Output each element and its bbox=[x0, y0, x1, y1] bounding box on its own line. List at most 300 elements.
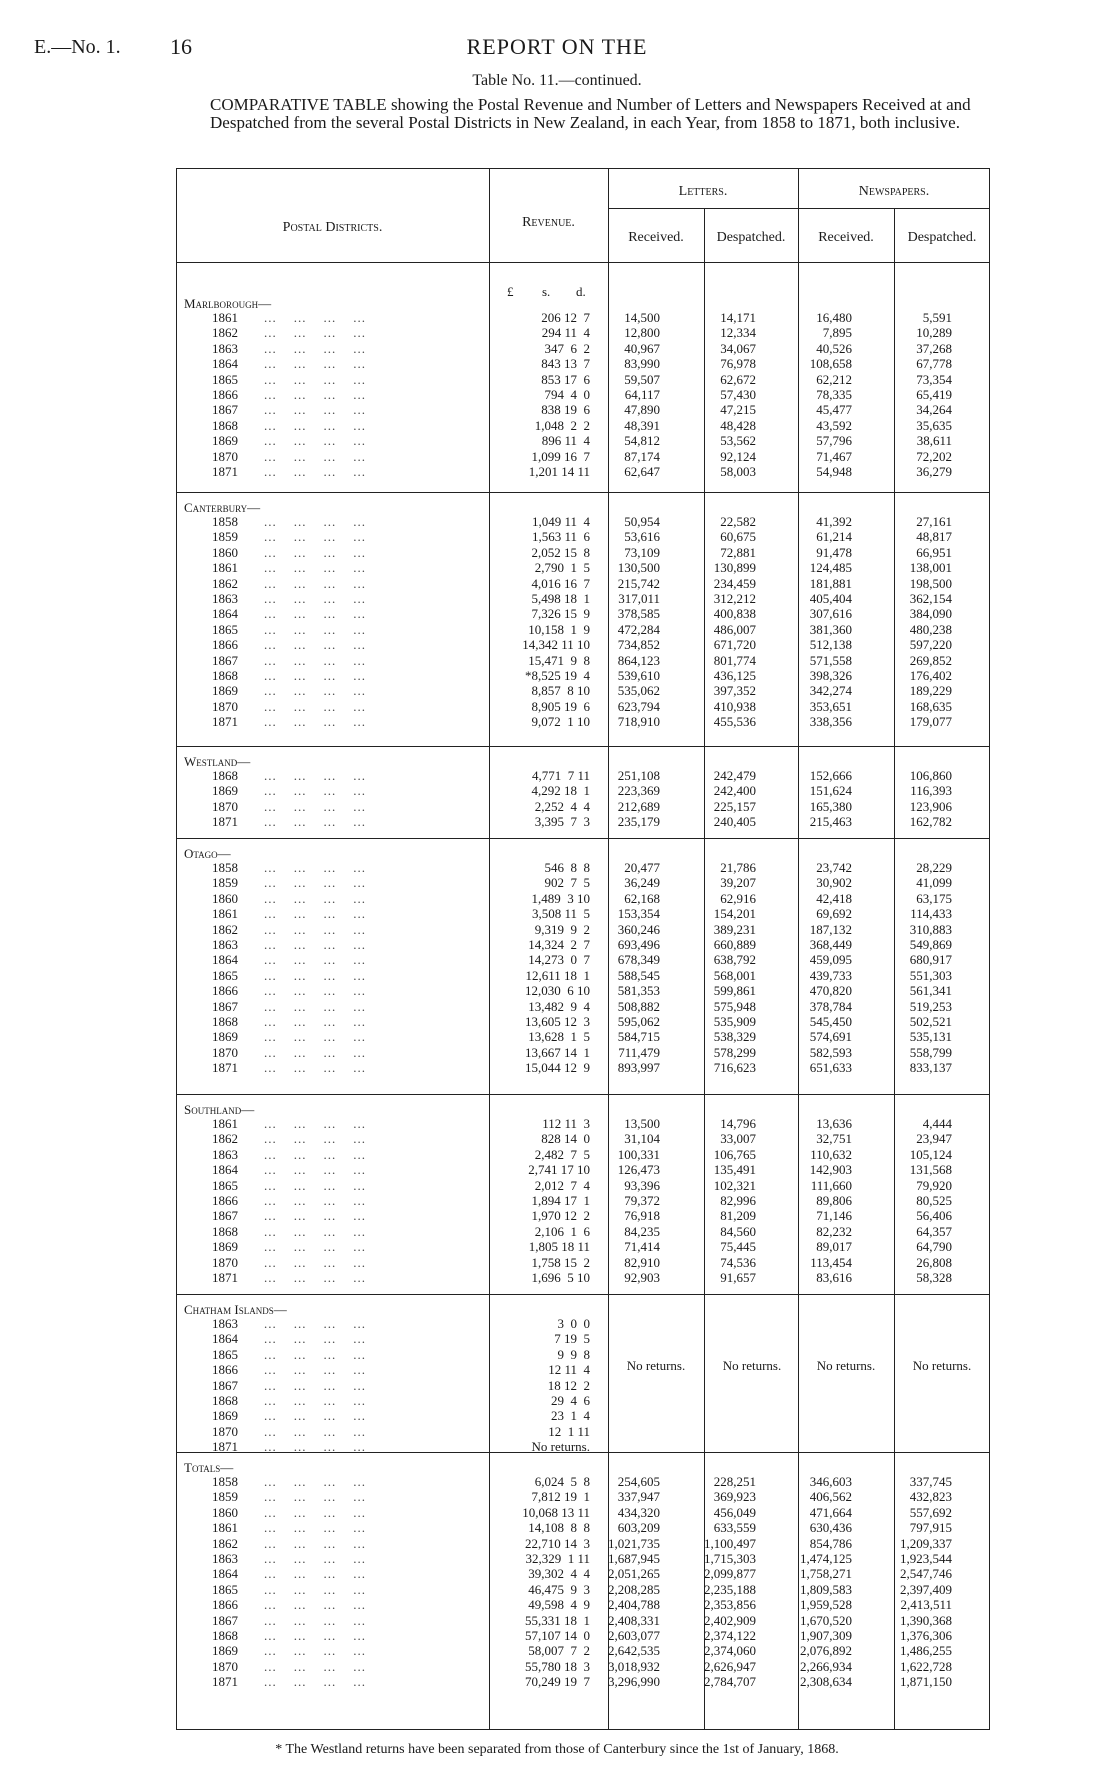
unit-pence: d. bbox=[576, 284, 586, 299]
year-cell: 1869 bbox=[212, 1029, 238, 1045]
section-label: Marlborough— bbox=[184, 296, 272, 311]
letters-received-cell: 215,742 bbox=[617, 575, 660, 591]
revenue-cell: 13,667 14 1 bbox=[525, 1044, 590, 1060]
revenue-cell: 14,342 11 10 bbox=[522, 637, 590, 653]
leader-dots: ... ... ... ... bbox=[264, 768, 366, 783]
leader-dots: ... ... ... ... bbox=[264, 1146, 366, 1162]
newspapers-despatched-cell: 1,923,544 bbox=[900, 1551, 952, 1566]
letters-received-cell: 2,642,535 bbox=[608, 1643, 660, 1659]
newspapers-despatched-cell: 1,871,150 bbox=[900, 1674, 952, 1690]
revenue-cell: 1,049 11 4 bbox=[531, 514, 590, 529]
year-cell: 1865 bbox=[212, 371, 238, 387]
letters-received-cell: 2,408,331 bbox=[608, 1612, 660, 1628]
year-cell: 1863 bbox=[212, 937, 238, 952]
letters-received-cell: 2,603,077 bbox=[608, 1628, 660, 1643]
newspapers-received-cell: 165,380 bbox=[809, 798, 852, 814]
section-label: Westland— bbox=[184, 754, 251, 769]
leader-dots: ... ... ... ... bbox=[264, 1377, 366, 1393]
letters-despatched-cell: 135,491 bbox=[713, 1162, 756, 1178]
leader-dots: ... ... ... ... bbox=[264, 1423, 366, 1439]
year-cell: 1866 bbox=[212, 1597, 238, 1613]
revenue-cell: 14,108 8 8 bbox=[528, 1520, 590, 1536]
year-cell: 1866 bbox=[212, 387, 238, 402]
letters-despatched-cell: 400,838 bbox=[713, 606, 756, 622]
leader-dots: ... ... ... ... bbox=[264, 1331, 366, 1347]
letters-despatched-cell: 58,003 bbox=[720, 464, 756, 479]
year-cell: 1861 bbox=[212, 560, 238, 576]
letters-despatched-cell: 92,124 bbox=[720, 448, 756, 464]
revenue-cell: 3,508 11 5 bbox=[531, 906, 590, 922]
revenue-cell: 15,044 12 9 bbox=[525, 1060, 590, 1076]
newspapers-received-cell: 406,562 bbox=[809, 1489, 852, 1505]
newspapers-received-cell: 2,076,892 bbox=[800, 1643, 852, 1659]
table-row bbox=[176, 1162, 990, 1177]
year-cell: 1865 bbox=[212, 1346, 238, 1362]
revenue-cell: 7 19 5 bbox=[554, 1331, 590, 1347]
table-row bbox=[176, 1520, 990, 1535]
section-rule bbox=[176, 1094, 990, 1095]
table-row bbox=[176, 875, 990, 890]
year-cell: 1862 bbox=[212, 921, 238, 937]
leader-dots: ... ... ... ... bbox=[264, 1060, 366, 1076]
revenue-cell: 1,048 2 2 bbox=[534, 417, 590, 433]
newspapers-despatched-cell: 64,790 bbox=[916, 1239, 952, 1255]
leader-dots: ... ... ... ... bbox=[264, 310, 366, 325]
letters-despatched-cell: 225,157 bbox=[713, 798, 756, 814]
letters-despatched-cell: 242,479 bbox=[713, 768, 756, 783]
letters-received-cell: 1,687,945 bbox=[608, 1551, 660, 1566]
newspapers-received-cell: 7,895 bbox=[822, 325, 852, 341]
newspapers-received-cell: 151,624 bbox=[809, 783, 852, 799]
table-row bbox=[176, 591, 990, 606]
letters-despatched-cell: 369,923 bbox=[713, 1489, 756, 1505]
newspapers-despatched-cell: 535,131 bbox=[909, 1029, 952, 1045]
table-row bbox=[176, 1424, 990, 1439]
leader-dots: ... ... ... ... bbox=[264, 340, 366, 356]
table-row bbox=[176, 1208, 990, 1223]
year-cell: 1869 bbox=[212, 783, 238, 799]
letters-received-cell: 83,990 bbox=[624, 356, 660, 372]
table-row bbox=[176, 1659, 990, 1674]
revenue-cell: 12,611 18 1 bbox=[525, 967, 590, 983]
leader-dots: ... ... ... ... bbox=[264, 983, 366, 999]
newspapers-received-cell: 110,632 bbox=[810, 1146, 852, 1162]
year-cell: 1871 bbox=[212, 1270, 238, 1285]
newspapers-despatched-cell: 833,137 bbox=[909, 1060, 952, 1076]
table-row bbox=[176, 1393, 990, 1408]
letters-received-cell: 711,479 bbox=[618, 1044, 660, 1060]
letters-despatched-cell: 14,796 bbox=[720, 1116, 756, 1131]
newspapers-despatched-no-returns: No returns. bbox=[912, 1358, 972, 1373]
leader-dots: ... ... ... ... bbox=[264, 1551, 366, 1566]
table-row bbox=[176, 1378, 990, 1393]
year-cell: 1867 bbox=[212, 1612, 238, 1628]
table-row bbox=[176, 1408, 990, 1423]
year-cell: 1867 bbox=[212, 1377, 238, 1393]
table-row bbox=[176, 1582, 990, 1597]
leader-dots: ... ... ... ... bbox=[264, 402, 366, 418]
leader-dots: ... ... ... ... bbox=[264, 1535, 366, 1551]
table-row bbox=[176, 1643, 990, 1658]
section-rule bbox=[176, 1452, 990, 1453]
newspapers-received-cell: 91,478 bbox=[816, 544, 852, 560]
letters-despatched-cell: 12,334 bbox=[720, 325, 756, 341]
leader-dots: ... ... ... ... bbox=[264, 952, 366, 968]
newspapers-received-cell: 69,692 bbox=[816, 906, 852, 922]
letters-received-cell: 317,011 bbox=[618, 591, 660, 606]
year-cell: 1861 bbox=[212, 310, 238, 325]
leader-dots: ... ... ... ... bbox=[264, 1489, 366, 1505]
letters-despatched-cell: 84,560 bbox=[720, 1223, 756, 1239]
leader-dots: ... ... ... ... bbox=[264, 1254, 366, 1270]
newspapers-received-cell: 1,907,309 bbox=[800, 1628, 852, 1643]
letters-despatched-cell: 48,428 bbox=[720, 417, 756, 433]
letters-despatched-cell: 578,299 bbox=[713, 1044, 756, 1060]
year-cell: 1871 bbox=[212, 1060, 238, 1076]
revenue-cell: 546 8 8 bbox=[544, 860, 590, 875]
newspapers-received-cell: 82,232 bbox=[816, 1223, 852, 1239]
newspapers-despatched-cell: 64,357 bbox=[916, 1223, 952, 1239]
leader-dots: ... ... ... ... bbox=[264, 1208, 366, 1224]
newspapers-despatched-cell: 680,917 bbox=[909, 952, 952, 968]
newspapers-received-cell: 43,592 bbox=[816, 417, 852, 433]
leader-dots: ... ... ... ... bbox=[264, 1029, 366, 1045]
newspapers-despatched-cell: 123,906 bbox=[909, 798, 952, 814]
year-cell: 1867 bbox=[212, 402, 238, 418]
letters-despatched-cell: 486,007 bbox=[713, 621, 756, 637]
table-row bbox=[176, 653, 990, 668]
table-row bbox=[176, 1489, 990, 1504]
letters-received-cell: 212,689 bbox=[617, 798, 660, 814]
year-cell: 1866 bbox=[212, 983, 238, 999]
table-row bbox=[176, 1029, 990, 1044]
table-row bbox=[176, 999, 990, 1014]
year-cell: 1860 bbox=[212, 890, 238, 906]
newspapers-received-cell: 215,463 bbox=[809, 814, 852, 830]
table-row bbox=[176, 683, 990, 698]
table-row bbox=[176, 937, 990, 952]
revenue-cell: 1,805 18 11 bbox=[528, 1239, 590, 1255]
revenue-cell: 12 11 4 bbox=[548, 1362, 590, 1378]
newspapers-despatched-cell: 65,419 bbox=[916, 387, 952, 402]
leader-dots: ... ... ... ... bbox=[264, 1270, 366, 1285]
leader-dots: ... ... ... ... bbox=[264, 1362, 366, 1378]
table-row bbox=[176, 1239, 990, 1254]
table-row bbox=[176, 1045, 990, 1060]
newspapers-received-cell: 439,733 bbox=[809, 967, 852, 983]
revenue-cell: 12,030 6 10 bbox=[525, 983, 590, 999]
revenue-cell: 3,395 7 3 bbox=[534, 814, 590, 830]
newspapers-received-cell: 854,786 bbox=[809, 1535, 852, 1551]
newspapers-despatched-cell: 138,001 bbox=[909, 560, 952, 576]
revenue-cell: 2,790 1 5 bbox=[534, 560, 590, 576]
footnote: * The Westland returns have been separated from those of Canterbury since the 1st of January, 1868. bbox=[275, 1742, 839, 1757]
table-row bbox=[176, 699, 990, 714]
table-row bbox=[176, 714, 990, 729]
newspapers-received-cell: 113,454 bbox=[810, 1254, 852, 1270]
newspapers-despatched-cell: 189,229 bbox=[909, 683, 952, 699]
letters-received-cell: 50,954 bbox=[624, 514, 660, 529]
letters-received-cell: 31,104 bbox=[624, 1131, 660, 1147]
leader-dots: ... ... ... ... bbox=[264, 652, 366, 668]
table-row bbox=[176, 372, 990, 387]
revenue-cell: 2,252 4 4 bbox=[534, 798, 590, 814]
table-row bbox=[176, 356, 990, 371]
year-cell: 1867 bbox=[212, 1208, 238, 1224]
revenue-cell: 6,024 5 8 bbox=[534, 1474, 590, 1489]
leader-dots: ... ... ... ... bbox=[264, 1193, 366, 1208]
table-row bbox=[176, 1224, 990, 1239]
year-cell: 1863 bbox=[212, 1316, 238, 1331]
letters-received-cell: 84,235 bbox=[624, 1223, 660, 1239]
table-row bbox=[176, 1474, 990, 1489]
letters-despatched-cell: 1,715,303 bbox=[704, 1551, 756, 1566]
revenue-cell: 23 1 4 bbox=[551, 1408, 590, 1424]
table-row bbox=[176, 1331, 990, 1346]
newspapers-received-cell: 398,326 bbox=[809, 668, 852, 683]
leader-dots: ... ... ... ... bbox=[264, 1044, 366, 1060]
header-rule bbox=[608, 208, 990, 209]
letters-received-cell: 718,910 bbox=[617, 714, 660, 730]
table-row bbox=[176, 1566, 990, 1581]
year-cell: 1869 bbox=[212, 433, 238, 449]
leader-dots: ... ... ... ... bbox=[264, 906, 366, 922]
newspapers-despatched-cell: 48,817 bbox=[916, 529, 952, 545]
letters-received-cell: 92,903 bbox=[624, 1270, 660, 1285]
revenue-cell: 1,894 17 1 bbox=[531, 1193, 590, 1208]
leader-dots: ... ... ... ... bbox=[264, 668, 366, 683]
unit-pounds: £ bbox=[507, 284, 514, 299]
table-row bbox=[176, 814, 990, 829]
letters-despatched-cell: 234,459 bbox=[713, 575, 756, 591]
year-cell: 1868 bbox=[212, 1223, 238, 1239]
letters-despatched-cell: 638,792 bbox=[713, 952, 756, 968]
letters-received-cell: 588,545 bbox=[617, 967, 660, 983]
letters-despatched-cell: 2,235,188 bbox=[704, 1581, 756, 1597]
table-row bbox=[176, 799, 990, 814]
letters-received-cell: 48,391 bbox=[624, 417, 660, 433]
newspapers-received-cell: 381,360 bbox=[809, 621, 852, 637]
table-row bbox=[176, 1597, 990, 1612]
section-label: Southland— bbox=[184, 1102, 255, 1117]
year-cell: 1870 bbox=[212, 1254, 238, 1270]
revenue-cell: 15,471 9 8 bbox=[528, 652, 590, 668]
newspapers-received-cell: 353,651 bbox=[809, 698, 852, 714]
letters-received-cell: 36,249 bbox=[624, 875, 660, 891]
table-row bbox=[176, 668, 990, 683]
table-row bbox=[176, 449, 990, 464]
letters-despatched-cell: 72,881 bbox=[720, 544, 756, 560]
year-cell: 1864 bbox=[212, 356, 238, 372]
revenue-cell: 58,007 7 2 bbox=[528, 1643, 590, 1659]
section-label: Otago— bbox=[184, 846, 231, 861]
letters-received-cell: 603,209 bbox=[617, 1520, 660, 1536]
letters-received-cell: 337,947 bbox=[617, 1489, 660, 1505]
newspapers-received-cell: 89,017 bbox=[816, 1239, 852, 1255]
newspapers-received-cell: 40,526 bbox=[816, 340, 852, 356]
newspapers-despatched-cell: 179,077 bbox=[909, 714, 952, 730]
revenue-cell: 49,598 4 9 bbox=[528, 1597, 590, 1613]
letters-received-cell: 472,284 bbox=[617, 621, 660, 637]
newspapers-received-cell: 61,214 bbox=[816, 529, 852, 545]
newspapers-received-cell: 378,784 bbox=[809, 998, 852, 1014]
year-cell: 1871 bbox=[212, 814, 238, 830]
leader-dots: ... ... ... ... bbox=[264, 1474, 366, 1489]
newspapers-despatched-cell: 2,547,746 bbox=[900, 1566, 952, 1582]
revenue-cell: 2,106 1 6 bbox=[534, 1223, 590, 1239]
letters-received-cell: 14,500 bbox=[624, 310, 660, 325]
newspapers-despatched-cell: 384,090 bbox=[909, 606, 952, 622]
newspapers-despatched-cell: 37,268 bbox=[916, 340, 952, 356]
table-row bbox=[176, 529, 990, 544]
year-cell: 1870 bbox=[212, 798, 238, 814]
table-row bbox=[176, 1613, 990, 1628]
table-row bbox=[176, 637, 990, 652]
table-row bbox=[176, 402, 990, 417]
revenue-cell: 2,052 15 8 bbox=[531, 544, 590, 560]
letters-despatched-cell: 2,099,877 bbox=[704, 1566, 756, 1582]
letters-despatched-cell: 2,402,909 bbox=[704, 1612, 756, 1628]
newspapers-received-cell: 108,658 bbox=[809, 356, 852, 372]
leader-dots: ... ... ... ... bbox=[264, 356, 366, 372]
newspapers-received-cell: 545,450 bbox=[809, 1014, 852, 1029]
letters-received-cell: 3,296,990 bbox=[608, 1674, 660, 1690]
revenue-cell: 2,012 7 4 bbox=[534, 1177, 590, 1193]
year-cell: 1871 bbox=[212, 714, 238, 730]
letters-despatched-cell: 62,916 bbox=[720, 890, 756, 906]
letters-despatched-cell: 74,536 bbox=[720, 1254, 756, 1270]
col-header-newspapers-received: Received. bbox=[818, 230, 874, 245]
table-row bbox=[176, 560, 990, 575]
newspapers-despatched-cell: 557,692 bbox=[909, 1504, 952, 1520]
newspapers-despatched-cell: 72,202 bbox=[916, 448, 952, 464]
revenue-cell: 1,696 5 10 bbox=[531, 1270, 590, 1285]
letters-despatched-cell: 47,215 bbox=[720, 402, 756, 418]
letters-received-cell: 73,109 bbox=[624, 544, 660, 560]
year-cell: 1869 bbox=[212, 683, 238, 699]
letters-despatched-cell: 455,536 bbox=[713, 714, 756, 730]
revenue-cell: 13,482 9 4 bbox=[528, 998, 590, 1014]
table-row bbox=[176, 783, 990, 798]
newspapers-despatched-cell: 310,883 bbox=[909, 921, 952, 937]
letters-received-cell: 581,353 bbox=[617, 983, 660, 999]
newspapers-despatched-cell: 1,209,337 bbox=[900, 1535, 952, 1551]
leader-dots: ... ... ... ... bbox=[264, 325, 366, 341]
revenue-cell: 1,201 14 11 bbox=[528, 464, 590, 479]
newspapers-received-cell: 368,449 bbox=[809, 937, 852, 952]
table-row bbox=[176, 514, 990, 529]
year-cell: 1864 bbox=[212, 1566, 238, 1582]
letters-despatched-cell: 102,321 bbox=[713, 1177, 756, 1193]
letters-received-cell: 76,918 bbox=[624, 1208, 660, 1224]
newspapers-despatched-cell: 106,860 bbox=[909, 768, 952, 783]
year-cell: 1863 bbox=[212, 591, 238, 606]
leader-dots: ... ... ... ... bbox=[264, 937, 366, 952]
letters-received-cell: 434,320 bbox=[617, 1504, 660, 1520]
year-cell: 1863 bbox=[212, 1551, 238, 1566]
year-cell: 1869 bbox=[212, 1643, 238, 1659]
newspapers-received-cell: 152,666 bbox=[809, 768, 852, 783]
revenue-cell: 1,563 11 6 bbox=[531, 529, 590, 545]
letters-despatched-cell: 538,329 bbox=[713, 1029, 756, 1045]
newspapers-despatched-cell: 168,635 bbox=[909, 698, 952, 714]
newspapers-despatched-cell: 1,622,728 bbox=[900, 1658, 952, 1674]
revenue-cell: 55,780 18 3 bbox=[525, 1658, 590, 1674]
letters-received-cell: 40,967 bbox=[624, 340, 660, 356]
year-cell: 1859 bbox=[212, 1489, 238, 1505]
year-cell: 1869 bbox=[212, 1408, 238, 1424]
revenue-cell: 29 4 6 bbox=[551, 1393, 590, 1408]
leader-dots: ... ... ... ... bbox=[264, 998, 366, 1014]
newspapers-received-cell: 71,146 bbox=[816, 1208, 852, 1224]
letters-received-cell: 251,108 bbox=[617, 768, 660, 783]
newspapers-received-cell: 1,474,125 bbox=[800, 1551, 852, 1566]
table-row bbox=[176, 891, 990, 906]
newspapers-despatched-cell: 1,390,368 bbox=[900, 1612, 952, 1628]
col-header-letters-received: Received. bbox=[628, 230, 684, 245]
letters-received-cell: 53,616 bbox=[624, 529, 660, 545]
newspapers-despatched-cell: 176,402 bbox=[909, 668, 952, 683]
revenue-cell: 10,068 13 11 bbox=[522, 1504, 590, 1520]
newspapers-despatched-cell: 56,406 bbox=[916, 1208, 952, 1224]
newspapers-despatched-cell: 26,808 bbox=[916, 1254, 952, 1270]
year-cell: 1864 bbox=[212, 606, 238, 622]
revenue-cell: 13,628 1 5 bbox=[528, 1029, 590, 1045]
leader-dots: ... ... ... ... bbox=[264, 683, 366, 699]
newspapers-received-cell: 1,758,271 bbox=[800, 1566, 852, 1582]
leader-dots: ... ... ... ... bbox=[264, 1612, 366, 1628]
year-cell: 1870 bbox=[212, 698, 238, 714]
revenue-cell: 55,331 18 1 bbox=[525, 1612, 590, 1628]
leader-dots: ... ... ... ... bbox=[264, 1658, 366, 1674]
letters-received-cell: 20,477 bbox=[624, 860, 660, 875]
letters-despatched-cell: 456,049 bbox=[713, 1504, 756, 1520]
newspapers-despatched-cell: 67,778 bbox=[916, 356, 952, 372]
year-cell: 1864 bbox=[212, 1162, 238, 1178]
newspapers-despatched-cell: 79,920 bbox=[916, 1177, 952, 1193]
letters-despatched-cell: 14,171 bbox=[720, 310, 756, 325]
newspapers-received-cell: 346,603 bbox=[809, 1474, 852, 1489]
letters-received-cell: 378,585 bbox=[617, 606, 660, 622]
col-header-newspapers: Newspapers. bbox=[858, 184, 930, 199]
newspapers-despatched-cell: 558,799 bbox=[909, 1044, 952, 1060]
revenue-cell: 18 12 2 bbox=[547, 1377, 590, 1393]
leader-dots: ... ... ... ... bbox=[264, 1162, 366, 1178]
table-row bbox=[176, 576, 990, 591]
newspapers-received-no-returns: No returns. bbox=[816, 1358, 876, 1373]
newspapers-despatched-cell: 73,354 bbox=[916, 371, 952, 387]
newspapers-despatched-cell: 35,635 bbox=[916, 417, 952, 433]
revenue-cell: 3 0 0 bbox=[557, 1316, 590, 1331]
leader-dots: ... ... ... ... bbox=[264, 814, 366, 830]
letters-despatched-cell: 575,948 bbox=[713, 998, 756, 1014]
section-label: Totals— bbox=[184, 1460, 234, 1475]
newspapers-received-cell: 1,959,528 bbox=[800, 1597, 852, 1613]
table-row bbox=[176, 464, 990, 479]
table-row bbox=[176, 1674, 990, 1689]
newspapers-received-cell: 512,138 bbox=[809, 637, 852, 653]
newspapers-received-cell: 89,806 bbox=[816, 1193, 852, 1208]
section-rule bbox=[176, 1294, 990, 1295]
newspapers-received-cell: 405,404 bbox=[809, 591, 852, 606]
revenue-cell: 843 13 7 bbox=[541, 356, 590, 372]
newspapers-received-cell: 342,274 bbox=[809, 683, 852, 699]
revenue-cell: 4,771 7 11 bbox=[531, 768, 590, 783]
newspapers-received-cell: 181,881 bbox=[809, 575, 852, 591]
leader-dots: ... ... ... ... bbox=[264, 1346, 366, 1362]
year-cell: 1858 bbox=[212, 1474, 238, 1489]
table-number: Table No. 11.—continued. bbox=[472, 72, 642, 89]
